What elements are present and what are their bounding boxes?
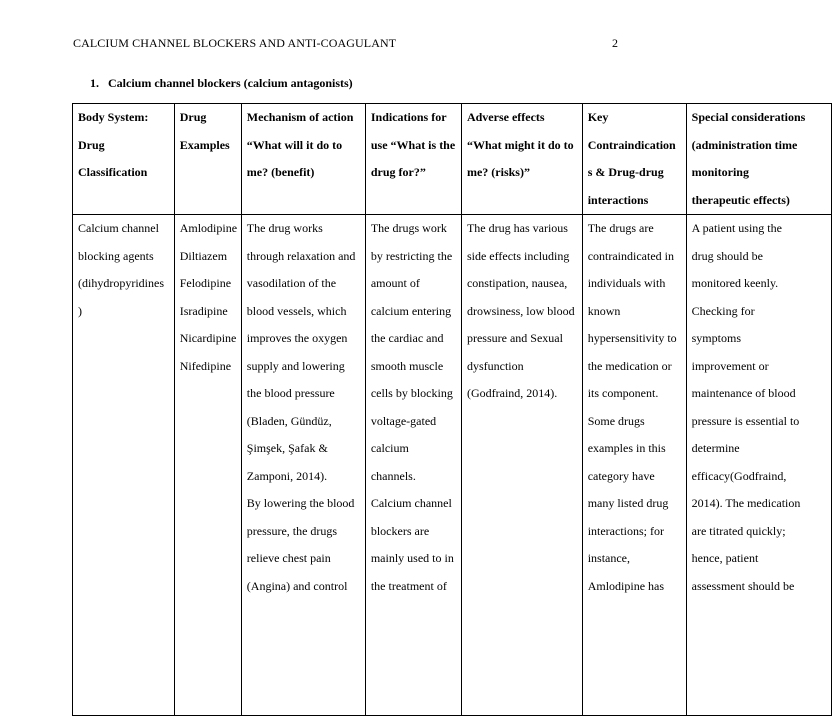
cell-line: supply and lowering <box>246 358 345 373</box>
section-heading <box>90 76 353 91</box>
cell-line: efficacy(Godfraind, <box>691 468 787 483</box>
cell-line: Nifedipine <box>179 358 232 373</box>
header-line: Drug <box>78 137 105 152</box>
cell-line: Checking for <box>691 303 755 318</box>
header-cell-indications <box>365 104 461 215</box>
cell-line: examples in this <box>587 441 666 455</box>
cell-line: Felodipine <box>179 276 232 290</box>
cell-line: By lowering the blood <box>246 496 355 510</box>
header-line: Key <box>587 110 609 124</box>
cell-drug-examples <box>174 215 241 716</box>
cell-line: blood vessels, which <box>246 303 347 318</box>
header-line: Drug <box>179 110 207 124</box>
cell-line: interactions; for <box>587 523 664 538</box>
cell-line: individuals with <box>587 276 666 290</box>
cell-line: pressure and Sexual <box>466 331 563 345</box>
cell-line: Nicardipine <box>179 331 237 345</box>
cell-line: improvement or <box>691 358 769 373</box>
cell-adverse-effects <box>461 215 582 716</box>
cell-line: Amlodipine <box>179 221 238 235</box>
cell-line: mainly used to in <box>370 551 454 565</box>
cell-line: assessment should be <box>691 578 795 593</box>
cell-line: calcium entering <box>370 303 452 318</box>
cell-line: blockers are <box>370 523 430 538</box>
cell-line: the blood pressure <box>246 386 335 400</box>
cell-line: The drug has various <box>466 221 568 235</box>
cell-line: ) <box>78 303 82 318</box>
cell-line: 2014). The medication <box>691 496 801 510</box>
cell-indications <box>365 215 461 716</box>
cell-line: dysfunction <box>466 358 524 373</box>
table-row <box>73 215 832 716</box>
cell-line: (Angina) and control <box>246 578 348 593</box>
cell-line: contraindicated in <box>587 248 674 263</box>
table-header-row <box>73 104 832 215</box>
cell-contraindications <box>582 215 686 716</box>
cell-line: category have <box>587 468 655 483</box>
cell-line: pressure, the drugs <box>246 523 338 538</box>
header-cell-drug-examples <box>174 104 241 215</box>
cell-line: the treatment of <box>370 578 447 593</box>
header-cell-adverse-effects <box>461 104 582 215</box>
cell-line: maintenance of blood <box>691 386 796 400</box>
cell-line: Zamponi, 2014). <box>246 468 328 483</box>
header-line: Contraindication <box>587 137 676 152</box>
cell-line: many listed drug <box>587 496 669 510</box>
header-line: me? (risks)” <box>466 165 530 179</box>
header-line: “What might it do to <box>466 137 574 152</box>
cell-line: channels. <box>370 468 416 483</box>
header-line: Indications for <box>370 110 447 124</box>
header-line: use “What is the <box>370 137 456 152</box>
header-line: (administration time <box>691 137 798 152</box>
section-number: 1. <box>90 76 99 90</box>
running-head: CALCIUM CHANNEL BLOCKERS AND ANTI-COAGULANT <box>73 36 397 50</box>
header-line: Examples <box>179 137 230 152</box>
cell-line: the cardiac and <box>370 331 444 345</box>
cell-line: through relaxation and <box>246 248 356 263</box>
cell-line: cells by blocking <box>370 386 453 400</box>
cell-line: calcium <box>370 441 409 455</box>
cell-line: voltage-gated <box>370 413 437 428</box>
cell-line: Diltiazem <box>179 248 228 263</box>
cell-line: (dihydropyridines <box>78 276 164 290</box>
cell-line: Şimşek, Şafak & <box>246 441 328 455</box>
header-line: Special considerations <box>691 110 806 124</box>
header-line: drug for?” <box>370 165 426 179</box>
cell-line: Isradipine <box>179 303 228 318</box>
cell-special-considerations <box>686 215 831 716</box>
cell-line: The drugs are <box>587 221 654 235</box>
section-title: Calcium channel blockers (calcium antagonists) <box>108 76 353 90</box>
cell-line: constipation, nausea, <box>466 276 568 290</box>
cell-mechanism <box>241 215 365 716</box>
cell-line: hence, patient <box>691 551 759 565</box>
cell-line: Calcium channel <box>370 496 452 510</box>
header-cell-special-considerations <box>686 104 831 215</box>
header-line: monitoring <box>691 165 749 179</box>
header-cell-contraindications <box>582 104 686 215</box>
cell-line: The drugs work <box>370 221 447 235</box>
cell-line: amount of <box>370 276 420 290</box>
header-line: “What will it do to <box>246 137 343 152</box>
cell-line: (Bladen, Gündüz, <box>246 413 332 428</box>
cell-line: vasodilation of the <box>246 276 337 290</box>
cell-line: monitored keenly. <box>691 276 779 290</box>
cell-line: drowsiness, low blood <box>466 303 575 318</box>
cell-line: relieve chest pain <box>246 551 331 565</box>
cell-line: its component. <box>587 386 659 400</box>
cell-line: by restricting the <box>370 248 453 263</box>
header-line: me? (benefit) <box>246 165 315 179</box>
cell-line: improves the oxygen <box>246 331 348 345</box>
header-line: Classification <box>78 165 148 179</box>
cell-line: pressure is essential to <box>691 413 800 428</box>
cell-line: Amlodipine has <box>587 578 665 593</box>
cell-line: instance, <box>587 551 631 565</box>
drug-table-container <box>72 103 806 612</box>
cell-line: smooth muscle <box>370 358 444 373</box>
header-line: therapeutic effects) <box>691 192 790 207</box>
cell-line: A patient using the <box>691 221 782 235</box>
cell-line: The drug works <box>246 221 323 235</box>
cell-line: drug should be <box>691 248 763 263</box>
header-line: s & Drug-drug <box>587 165 664 179</box>
cell-line: are titrated quickly; <box>691 523 786 538</box>
cell-line: the medication or <box>587 358 672 373</box>
header-cell-mechanism <box>241 104 365 215</box>
header-line: Body System: <box>78 110 149 124</box>
cell-line: symptoms <box>691 331 741 345</box>
cell-line: Some drugs <box>587 413 645 428</box>
page-number: 2 <box>612 36 618 50</box>
cell-line: (Godfraind, 2014). <box>466 386 558 400</box>
cell-classification <box>73 215 175 716</box>
drug-table <box>72 103 832 716</box>
header-cell-body-system <box>73 104 175 215</box>
header-line: interactions <box>587 192 649 207</box>
cell-line: side effects including <box>466 248 570 263</box>
cell-line: known <box>587 303 621 318</box>
cell-line: blocking agents <box>78 248 154 263</box>
header-line: Mechanism of action <box>246 110 354 124</box>
header-line: Adverse effects <box>466 110 545 124</box>
cell-line: determine <box>691 441 740 455</box>
cell-line: Calcium channel <box>78 221 159 235</box>
cell-line: hypersensitivity to <box>587 331 677 345</box>
